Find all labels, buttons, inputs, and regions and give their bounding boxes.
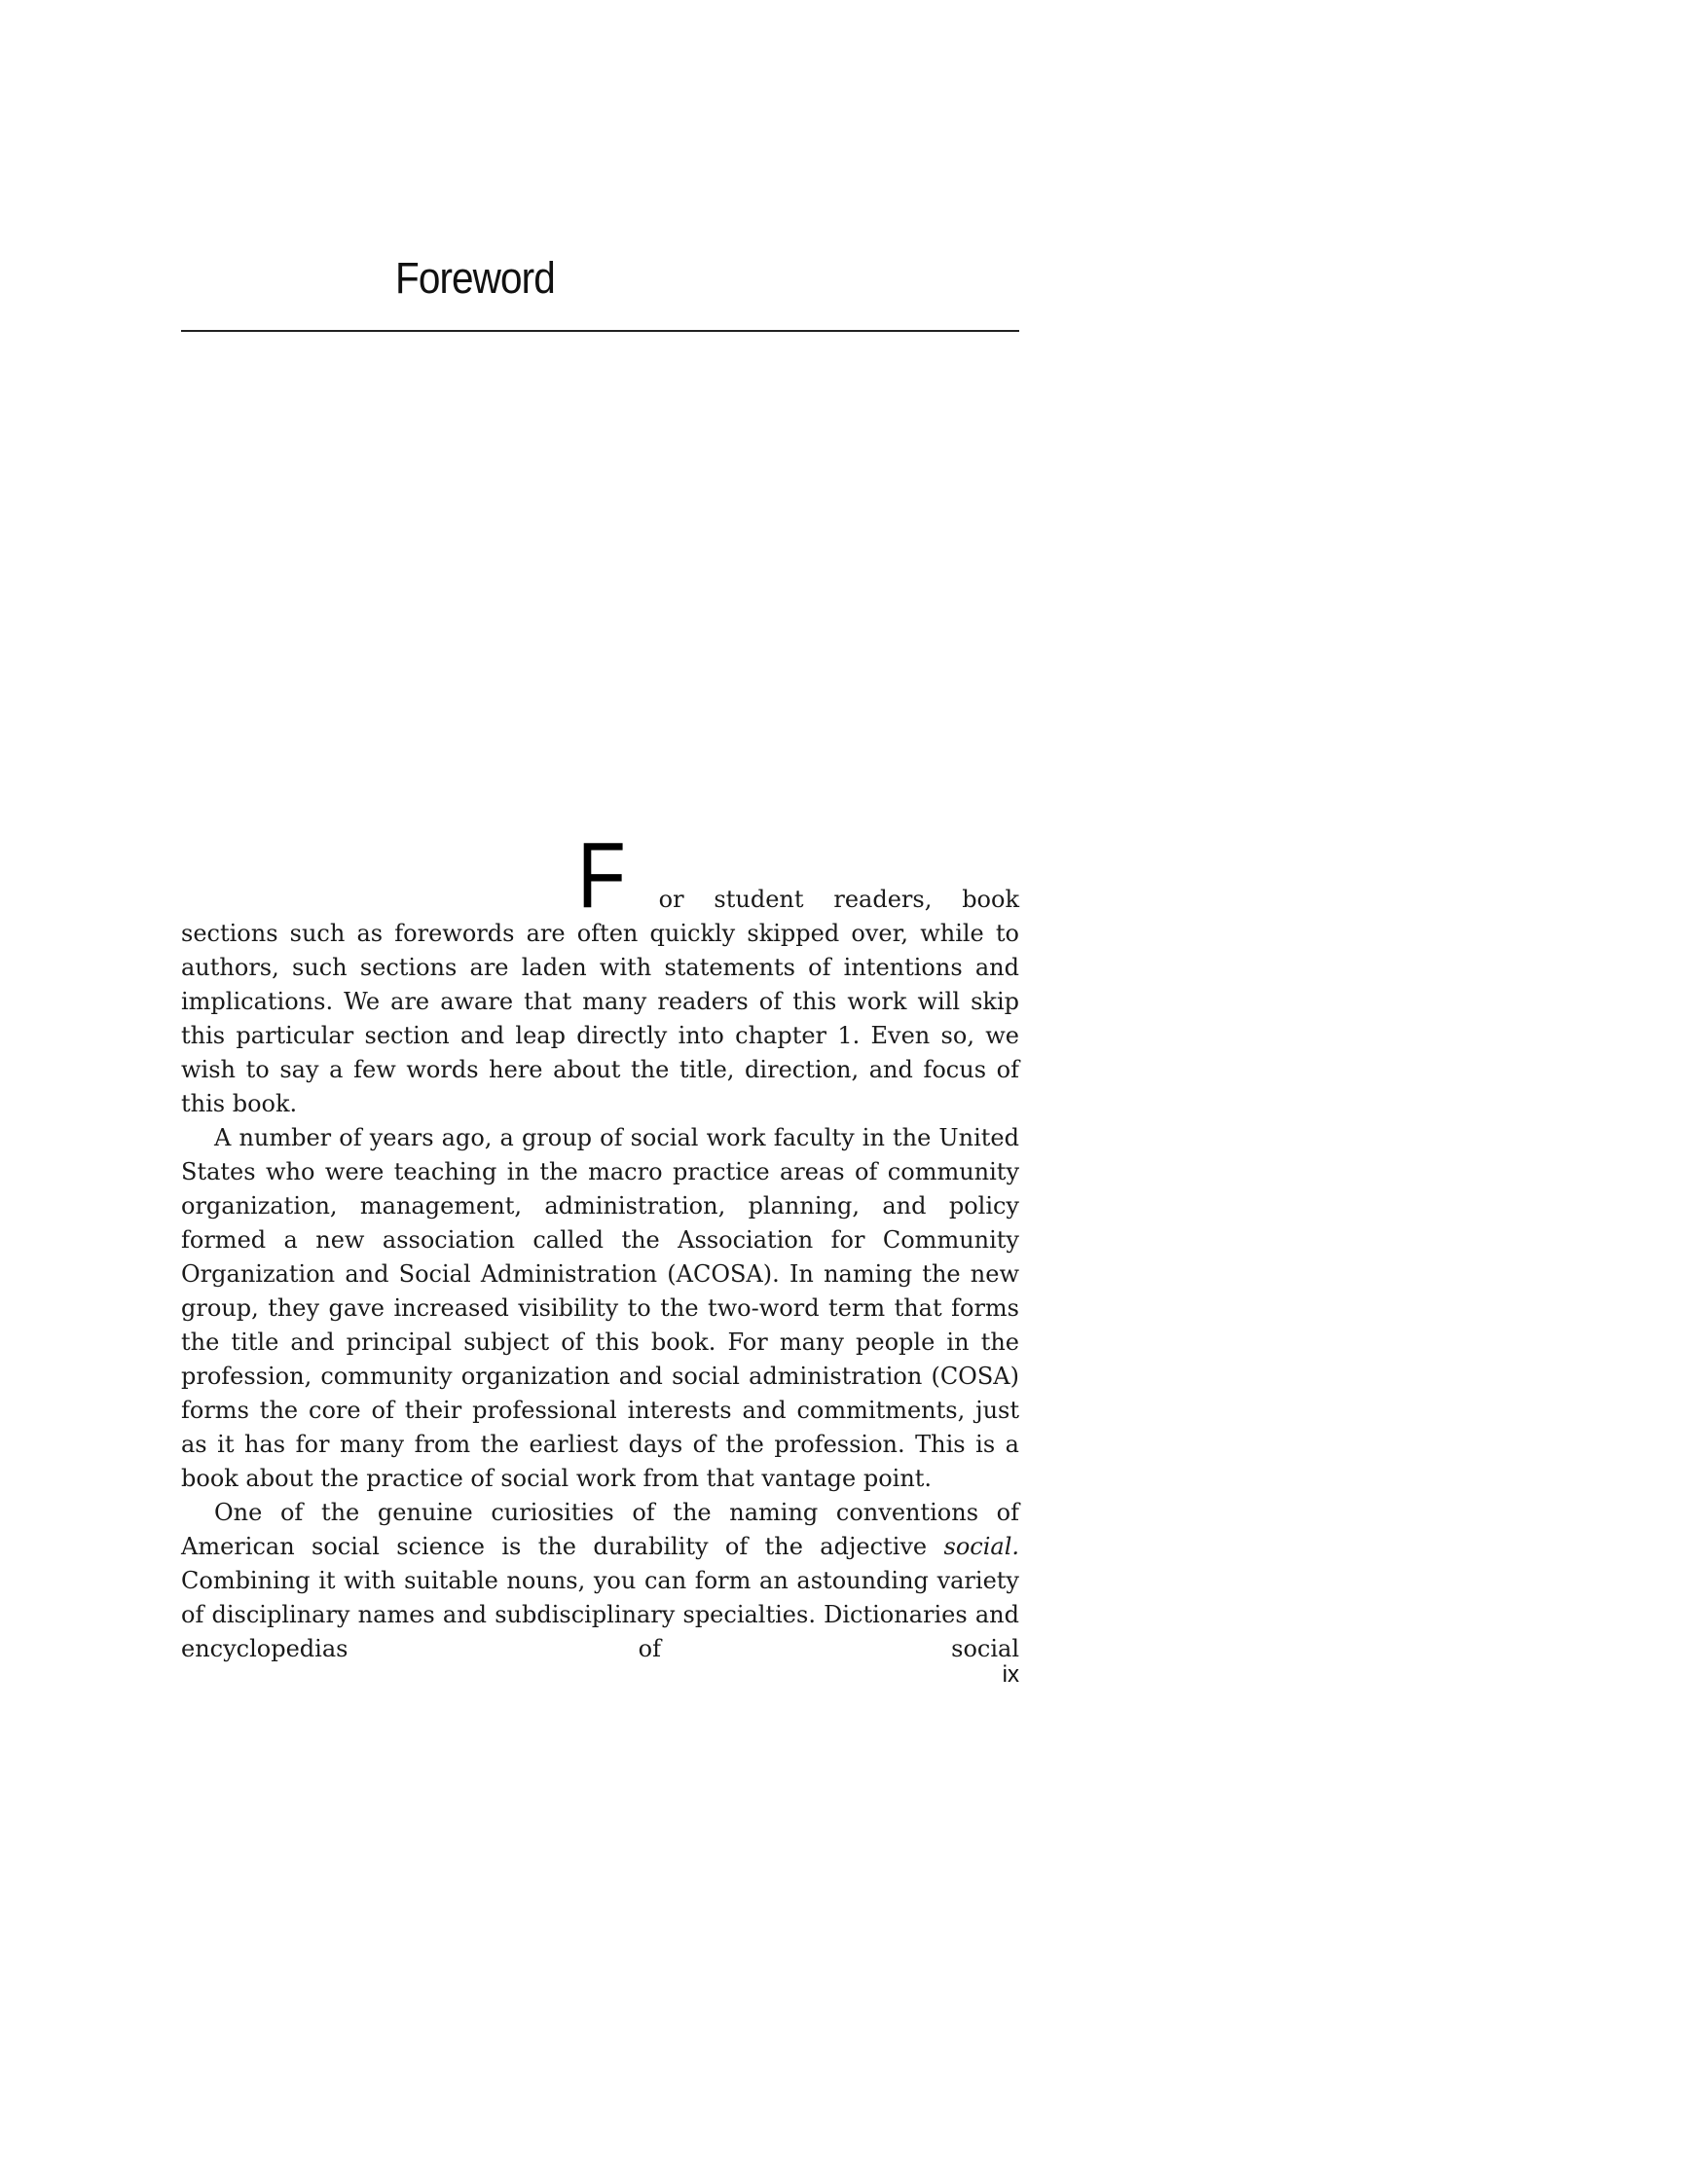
paragraph-2 <box>181 1121 1019 1496</box>
title-rule <box>181 330 1019 332</box>
paragraph-3-emphasis: social. <box>943 1533 1019 1560</box>
chapter-title: Foreword <box>395 253 555 303</box>
paragraph-3-text-after: Combining it with suitable nouns, you can form an astounding variety of disciplinary names and subdisciplinary specialties. Dictionaries and encyclopedias of social <box>181 1567 1019 1662</box>
paragraph-1: F or student readers, book sections such as forewords are often quickly skipped over, while to authors, such sections are laden with statements of intentions and implications. We are aware that many readers of this work will skip this particular section and leap directly into chapter 1. Even so, we wish to say a few words here about the title, direction, and focus of this book. <box>181 823 1019 1117</box>
paragraph-2-text: A number of years ago, a group of social work faculty in the United States who were teaching in the macro practice areas of community organization, management, administration, planning, and policy formed a new association called the Association for Community Organization and Social Administration (ACOSA). In naming the new group, they gave increased visibility to the two-word term that forms the title and principal subject of this book. For many people in the profession, community organization and social administration (COSA) forms the core of their professional interests and commitments, just as it has for many from the earliest days of the profession. This is a book about the practice of social work from that vantage point. <box>181 1124 1019 1492</box>
paragraph-3-text-before: One of the genuine curiosities of the naming conventions of American social science is the durability of the adjective <box>181 1499 1019 1560</box>
paragraph-3 <box>181 1496 1019 1666</box>
paragraph-1-text: or student readers, book sections such as forewords are often quickly skipped over, while to authors, such sections are laden with statements of intentions and implications. We are aware that many readers of this work will skip this particular section and leap directly into chapter 1. Even so, we wish to say a few words here about the title, direction, and focus of this book. <box>181 886 1019 1117</box>
page-number: ix <box>1002 1661 1019 1688</box>
body-text <box>181 823 1019 1666</box>
